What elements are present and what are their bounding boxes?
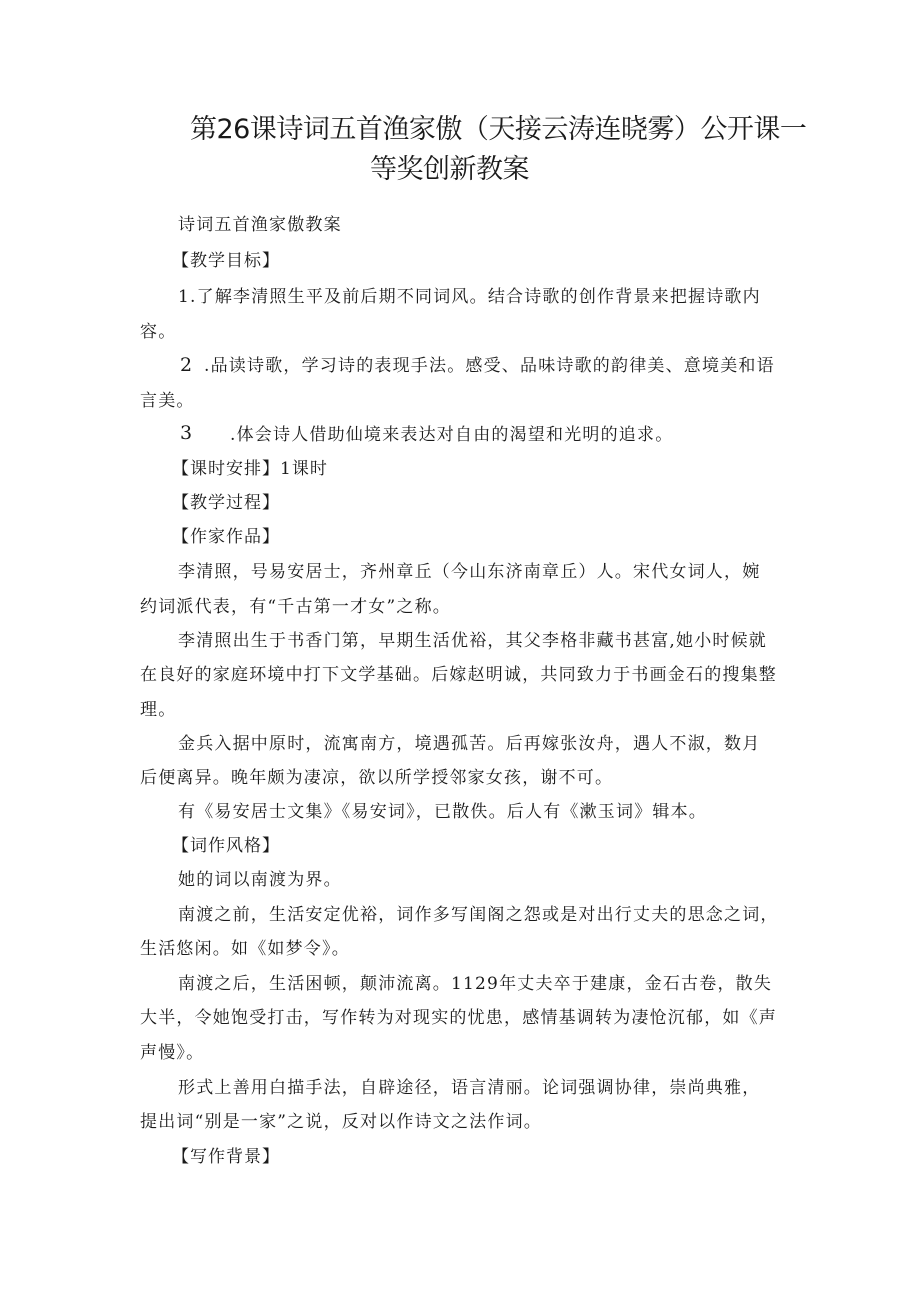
paragraph-6-line-2: 生活悠闲。如《如梦令》。	[140, 939, 350, 959]
goal-2-line-1: .品读诗歌，学习诗的表现手法。感受、品味诗歌的韵律美、意境美和语	[204, 356, 775, 376]
goal-1-line-2: 容。	[140, 322, 177, 342]
paragraph-3-line-1: 金兵入据中原时，流寓南方，境遇孤苦。后再嫁张汝舟，遇人不淑，数月	[178, 734, 761, 754]
paragraph-1-line-2: 约词派代表，有“千古第一才女”之称。	[140, 597, 451, 617]
goal-3-number: 3	[180, 422, 194, 444]
paragraph-7-line-2: 大半，令她饱受打击，写作转为对现实的忧患，感情基调转为凄怆沉郁，如《声	[140, 1008, 777, 1028]
paragraph-8-line-2: 提出词“别是一家”之说，反对以作诗文之法作词。	[140, 1112, 542, 1132]
section-heading-background: 【写作背景】	[172, 1147, 280, 1167]
section-heading-author: 【作家作品】	[172, 527, 280, 547]
paragraph-8-line-1: 形式上善用白描手法，自辟途径，语言清丽。论词强调协律，崇尚典雅，	[178, 1078, 761, 1098]
paragraph-3-line-2: 后便离异。晚年颇为凄凉，欲以所学授邻家女孩，谢不可。	[140, 768, 614, 788]
goal-1-line-1: 1.了解李清照生平及前后期不同词风。结合诗歌的创作背景来把握诗歌内	[178, 287, 761, 307]
paragraph-7-line-3: 声慢》。	[140, 1043, 205, 1063]
paragraph-1-line-1: 李清照，号易安居士，齐州章丘（今山东济南章丘）人。宋代女词人，婉	[178, 562, 761, 582]
paragraph-4-line-1: 有《易安居士文集》《易安词》，已散佚。后人有《漱玉词》辑本。	[178, 802, 707, 822]
paragraph-2-line-2: 在良好的家庭环境中打下文学基础。后嫁赵明诚，共同致力于书画金石的搜集整	[140, 665, 777, 685]
goal-3-text: .体会诗人借助仙境来表达对自由的渴望和光明的追求。	[230, 425, 674, 445]
goal-2-line-2: 言美。	[140, 391, 195, 411]
title-line-2: 等奖创新教案	[370, 154, 529, 185]
section-heading-process: 【教学过程】	[172, 493, 280, 513]
paragraph-2-line-1: 李清照出生于书香门第，早期生活优裕，其父李格非藏书甚富,她小时候就	[178, 631, 768, 651]
paragraph-2-line-3: 理。	[140, 700, 177, 720]
document-subtitle: 诗词五首渔家傲教案	[178, 215, 342, 235]
paragraph-5-line-1: 她的词以南渡为界。	[178, 870, 342, 890]
paragraph-6-line-1: 南渡之前，生活安定优裕，词作多写闺阁之怨或是对出行丈夫的思念之词，	[178, 905, 779, 925]
section-heading-goals: 【教学目标】	[172, 251, 280, 271]
paragraph-7-line-1: 南渡之后，生活困顿，颠沛流离。1129年丈夫卒于建康，金石古卷，散失	[178, 974, 773, 994]
schedule: 【课时安排】1课时	[172, 459, 328, 479]
goal-2-number: 2	[180, 354, 194, 376]
section-heading-style: 【词作风格】	[172, 836, 280, 856]
title-line-1: 第26课诗词五首渔家傲（天接云涛连晓雾）公开课一	[190, 114, 807, 145]
